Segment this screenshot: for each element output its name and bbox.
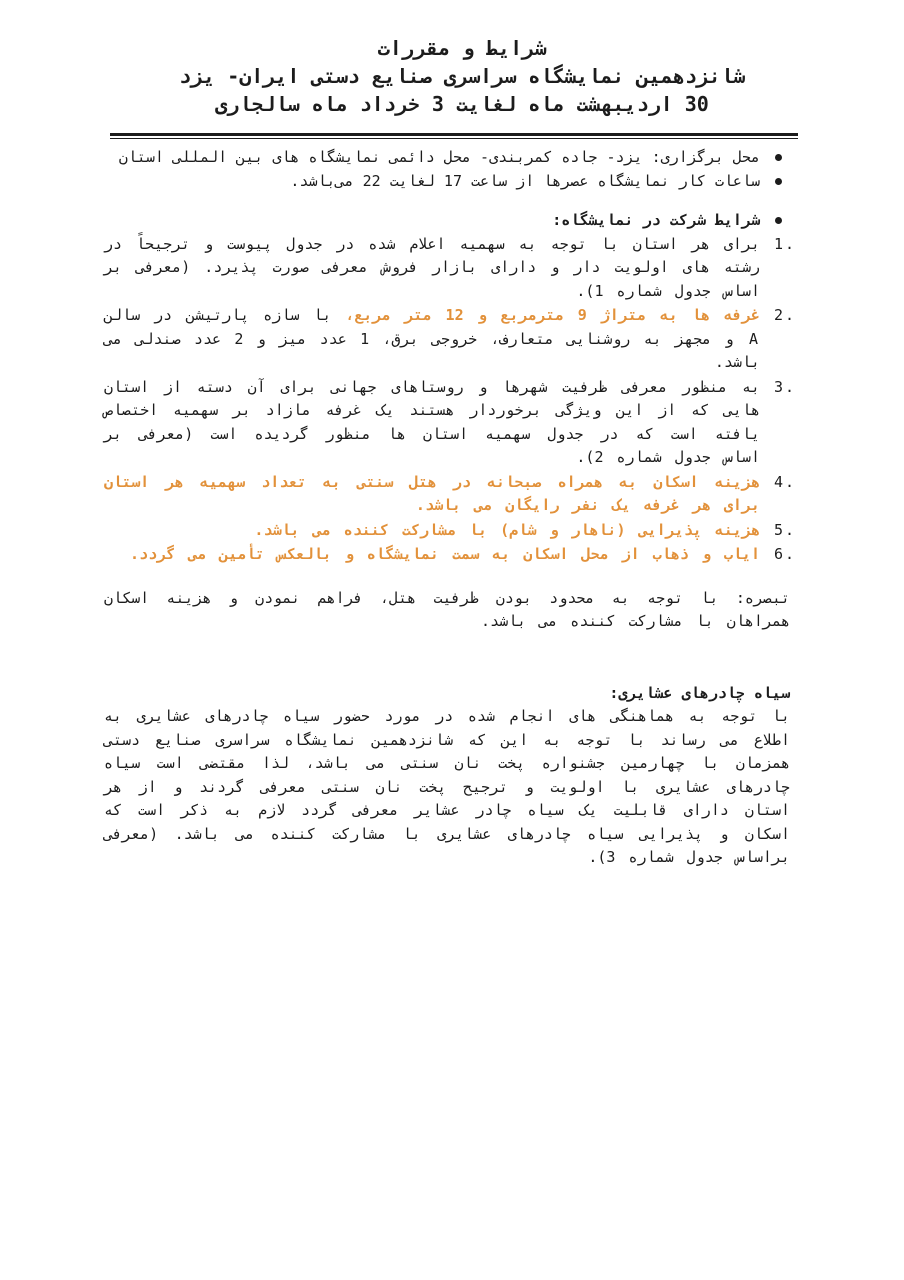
condition-text: برای هر استان با توجه به سهمیه اعلام شده در جدول پیوست و ترجیحاً در رشته های اولویت دار و دارای بازار فروش معرفی صورت پذیرد. (معرفی بر اساس جدول شماره 1). — [104, 234, 760, 300]
condition-item-6 — [104, 543, 796, 567]
document-header — [90, 34, 834, 118]
conditions-heading: شرایط شرکت در نمایشگاه: — [104, 209, 790, 233]
condition-item-2 — [104, 304, 796, 375]
tents-body: با توجه به هماهنگی های انجام شده در مورد حضور سیاه چادرهای عشایری به اطلاع می رساند با توجه به این که شانزدهمین نمایشگاه سراسری صنایع دستی همزمان با چهارمین جشنواره پخت نان سنتی می باشد، لذا مقتضی است سیاه چادرهای عشایری با اولویت و ترجیح پخت نان سنتی معرفی گردند و از هر استان دارای قابلیت یک سیاه چادر عشایر معرفی گردد لازم به ذکر است که اسکان و پذیرایی سیاه چادرهای عشایری با مشارکت کننده می باشد. (معرفی براساس جدول شماره 3). — [104, 707, 790, 866]
header-divider-thin — [110, 138, 798, 139]
header-event-name: شانزدهمین نمایشگاه سراسری صنایع دستی ایران- یزد — [179, 64, 745, 88]
condition-text: با سازه پارتیشن در سالن A و مجهز به روشنایی متعارف، خروجی برق، 1 عدد میز و 2 عدد صندلی می باشد. — [104, 306, 760, 371]
info-venue: محل برگزاری: یزد- جاده کمربندی- محل دائمی نمایشگاه های بین المللی استان — [104, 146, 790, 170]
condition-number: 3. — [773, 377, 796, 396]
tents-title: سیاه چادرهای عشایری: — [609, 683, 790, 702]
note-paragraph: تبصره: با توجه به محدود بودن ظرفیت هتل، فراهم نمودن و هزینه اسکان همراهان با مشارکت کننده می باشد. — [104, 588, 790, 630]
condition-item-5 — [104, 519, 796, 543]
condition-text: هزینه اسکان به همراه صبحانه در هتل سنتی به تعداد سهمیه هر استان برای هر غرفه یک نفر رایگان می باشد. — [104, 472, 760, 514]
conditions-heading-list — [104, 209, 790, 233]
condition-item-1 — [104, 233, 796, 304]
condition-item-3 — [104, 376, 796, 470]
condition-highlight-text: غرفه ها به متراژ 9 مترمربع و 12 متر مربع، — [345, 306, 760, 324]
condition-number: 4. — [773, 472, 796, 491]
condition-item-4 — [104, 471, 796, 518]
info-hours: ساعات کار نمایشگاه عصرها از ساعت 17 لغایت 22 می‌باشد. — [104, 170, 790, 194]
condition-number: 5. — [773, 520, 796, 539]
conditions-list — [104, 233, 796, 567]
condition-text: ایاب و ذهاب از محل اسکان به سمت نمایشگاه و بالعکس تأمین می گردد. — [130, 545, 760, 563]
condition-number: 2. — [773, 306, 796, 324]
condition-number: 1. — [773, 234, 796, 253]
header-title: شرایط و مقررات — [377, 36, 547, 60]
tents-section — [104, 682, 790, 870]
info-list — [104, 146, 790, 193]
condition-text: به منظور معرفی ظرفیت شهرها و روستاهای جهانی برای آن دسته از استان هایی که از این ویژگی برخوردار هستند یک غرفه مازاد بر سهمیه اختصاص یافته است که در جدول سهمیه استان ها منظور گردیده است (معرفی بر اساس جدول شماره 2). — [104, 377, 760, 466]
document-body — [104, 146, 796, 870]
header-divider — [110, 133, 798, 136]
header-dates: 30 اردیبهشت ماه لغایت 3 خرداد ماه سالجاری — [215, 92, 709, 116]
condition-number: 6. — [773, 545, 796, 563]
condition-text: هزینه پذیرایی (ناهار و شام) با مشارکت کننده می باشد. — [254, 520, 760, 539]
